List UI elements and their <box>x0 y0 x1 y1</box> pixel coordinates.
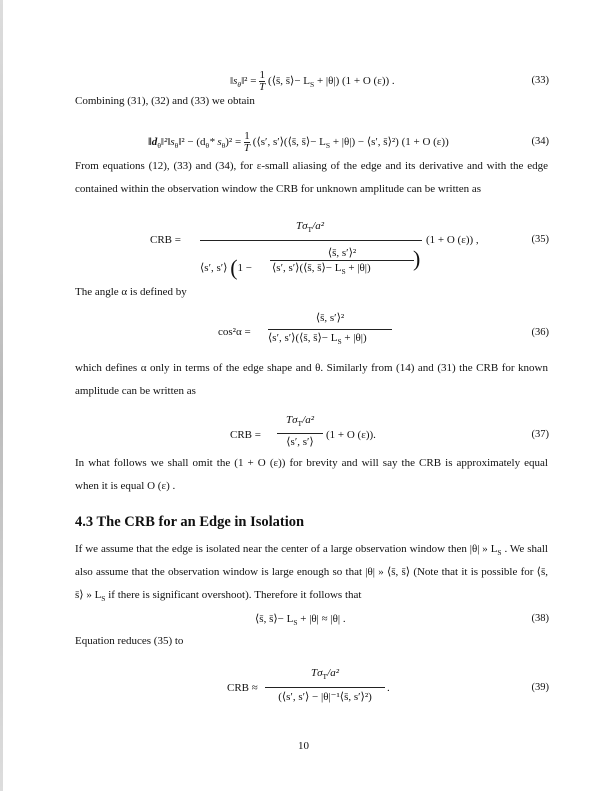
equation-35-rhs: (1 + O (ε)) , <box>426 234 479 246</box>
equation-number-34: (34) <box>531 136 549 147</box>
equation-37-rhs: (1 + O (ε)). <box>326 429 376 441</box>
equation-33: $‖s_\theta‖^2 = \frac{1}{T}$ (⟨s̄, s̄⟩− $L_S + |\theta|$) (1 + O (ε)) . <box>230 69 395 93</box>
paragraph: In what follows we shall omit the (1 + O (ε)) for brevity and will say the CRB is approximately equal when it is equal O (ε) . <box>75 457 548 492</box>
equation-36-lhs: cos²α = <box>218 326 251 338</box>
equation-number-33: (33) <box>531 75 549 86</box>
equation-36-denominator: ⟨s′, s′⟩(⟨s̄, s̄⟩− $L_S + |\theta|$) <box>268 332 367 347</box>
fraction-bar <box>277 433 323 434</box>
equation-number-35: (35) <box>531 234 549 245</box>
equation-37-lhs: CRB = <box>230 429 261 441</box>
inner-denominator: ⟨s′, s′⟩(⟨s̄, s̄⟩− $L_S + |\theta|$) <box>272 262 371 277</box>
scan-edge <box>0 0 3 791</box>
equation-35-numerator: $T\sigma_T/a^2$ <box>296 220 324 235</box>
equation-37-denominator: ⟨s′, s′⟩ <box>286 436 314 448</box>
paragraph: Equation reduces (35) to <box>75 635 184 647</box>
equation-39-denominator: (⟨s′, s′⟩ − |θ|⁻¹⟨s̄, s′⟩²) <box>278 691 372 703</box>
paragraph: which defines α only in terms of the edge shape and θ. Similarly from (14) and (31) the CRB for known amplitude can be written as <box>75 362 548 397</box>
paren: ) <box>413 246 421 271</box>
equation-38: ⟨s̄, s̄⟩− $L_S + |\theta| \approx |\theta|$ . <box>255 613 346 628</box>
paragraph: From equations (12), (33) and (34), for ε-small aliasing of the edge and its derivative and with the edge contained within the observation window the CRB for unknown amplitude can be written as <box>75 160 548 195</box>
equation-number-36: (36) <box>531 327 549 338</box>
equation-39-lhs: CRB ≈ <box>227 682 258 694</box>
equation-36-numerator: ⟨s̄, s′⟩² <box>315 312 345 324</box>
fraction-bar <box>268 329 392 330</box>
fraction-bar <box>200 240 422 241</box>
equation-39-rhs: . <box>387 682 390 694</box>
paragraph: Combining (31), (32) and (33) we obtain <box>75 95 255 107</box>
equation-number-37: (37) <box>531 429 549 440</box>
equation-number-39: (39) <box>531 682 549 693</box>
equation-35-lhs: CRB = <box>150 234 181 246</box>
equation-34: $‖d_\theta‖^2‖s_\theta‖^2 - (d_\theta*$ $s_\theta)^2 = \frac{1}{T}$ (⟨s′, s′⟩(⟨s̄, s̄⟩− $L_S + |\theta|$) − ⟨s′, s̄⟩²) (1 + O (ε)) <box>148 130 449 154</box>
page-number: 10 <box>298 740 309 752</box>
section-heading: 4.3 The CRB for an Edge in Isolation <box>75 514 305 530</box>
equation-number-38: (38) <box>531 613 549 624</box>
paragraph: If we assume that the edge is isolated near the center of a large observation window then |θ| » $L_S$ . We shall also assume that the observation window is large enough so that |θ| » ⟨s̄, s̄⟩ (Note that it is possible for ⟨s̄, s̄⟩ » $L_S$ if there is significant overshoot). Therefore it follows that <box>75 543 548 604</box>
fraction-bar <box>265 687 385 688</box>
equation-37-numerator: $T\sigma_T/a^2$ <box>286 414 314 429</box>
inner-numerator: ⟨s̄, s′⟩² <box>327 247 357 259</box>
equation-39-numerator: $T\sigma_T/a^2$ <box>311 667 339 682</box>
equation-35-denominator: ⟨s′, s′⟩ (1 − <box>200 255 253 280</box>
paragraph: The angle α is defined by <box>75 286 187 298</box>
